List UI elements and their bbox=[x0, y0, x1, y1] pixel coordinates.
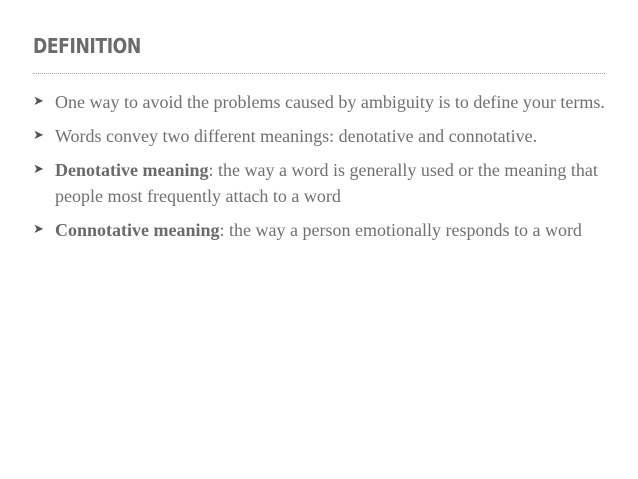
arrowhead-icon: ➤ bbox=[33, 222, 44, 237]
bullet-term: Connotative meaning bbox=[55, 220, 220, 240]
bullet-text: : the way a person emotionally responds to a word bbox=[219, 220, 582, 240]
bullet-item bbox=[33, 123, 613, 149]
bullet-item bbox=[33, 217, 613, 243]
title-divider bbox=[33, 73, 605, 74]
arrowhead-icon: ➤ bbox=[33, 162, 44, 177]
bullet-text: : the way a word is generally used or the meaning that people most frequently attach to a word bbox=[55, 160, 598, 206]
bullet-text: One way to avoid the problems caused by ambiguity is to define your terms. bbox=[55, 92, 605, 112]
bullet-item bbox=[33, 89, 613, 115]
arrowhead-icon: ➤ bbox=[33, 94, 44, 109]
bullet-text: Words convey two different meanings: denotative and connotative. bbox=[55, 126, 538, 146]
arrowhead-icon: ➤ bbox=[33, 128, 44, 143]
bullet-term: Denotative meaning bbox=[55, 160, 209, 180]
bullet-list bbox=[33, 89, 613, 251]
slide-title: DEFINITION bbox=[33, 34, 141, 58]
bullet-item bbox=[33, 157, 613, 209]
